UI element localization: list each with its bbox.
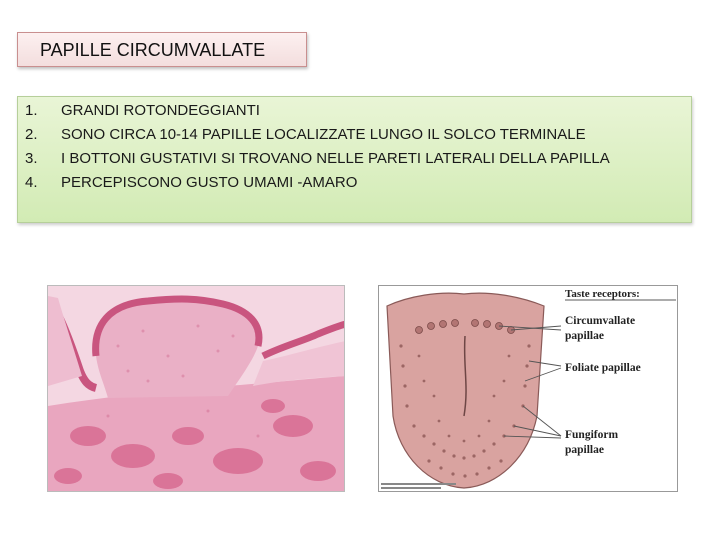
list-item-number: 3.: [25, 150, 38, 167]
histology-image: [47, 285, 345, 492]
list-item-text: I BOTTONI GUSTATIVI SI TROVANO NELLE PARETI LATERALI DELLA PAPILLA: [61, 150, 610, 167]
list-item-number: 2.: [25, 126, 38, 143]
tongue-diagram-svg: [379, 286, 678, 492]
label-foliate: Foliate papillae: [565, 362, 641, 374]
label-fungiform: Fungiform: [565, 429, 619, 441]
list-item-text: SONO CIRCA 10-14 PAPILLE LOCALIZZATE LUNGO IL SOLCO TERMINALE: [61, 126, 586, 143]
list-item-text: PERCEPISCONO GUSTO UMAMI -AMARO: [61, 174, 358, 191]
credit-lines: [381, 483, 456, 492]
histology-svg: [48, 286, 345, 492]
list-item-number: 1.: [25, 102, 38, 119]
slide-title-box: [17, 32, 307, 67]
list-item-text: GRANDI ROTONDEGGIANTI: [61, 102, 260, 119]
tongue-diagram: [378, 285, 678, 492]
label-fungiform-papillae: papillae: [565, 444, 604, 456]
label-circumvallate-papillae: papillae: [565, 330, 604, 342]
label-circumvallate: Circumvallate: [565, 315, 636, 327]
slide-title: PAPILLE CIRCUMVALLATE: [40, 40, 266, 60]
diagram-heading: Taste receptors:: [565, 288, 640, 300]
bullet-list-box: [17, 96, 692, 223]
list-item-number: 4.: [25, 174, 38, 191]
